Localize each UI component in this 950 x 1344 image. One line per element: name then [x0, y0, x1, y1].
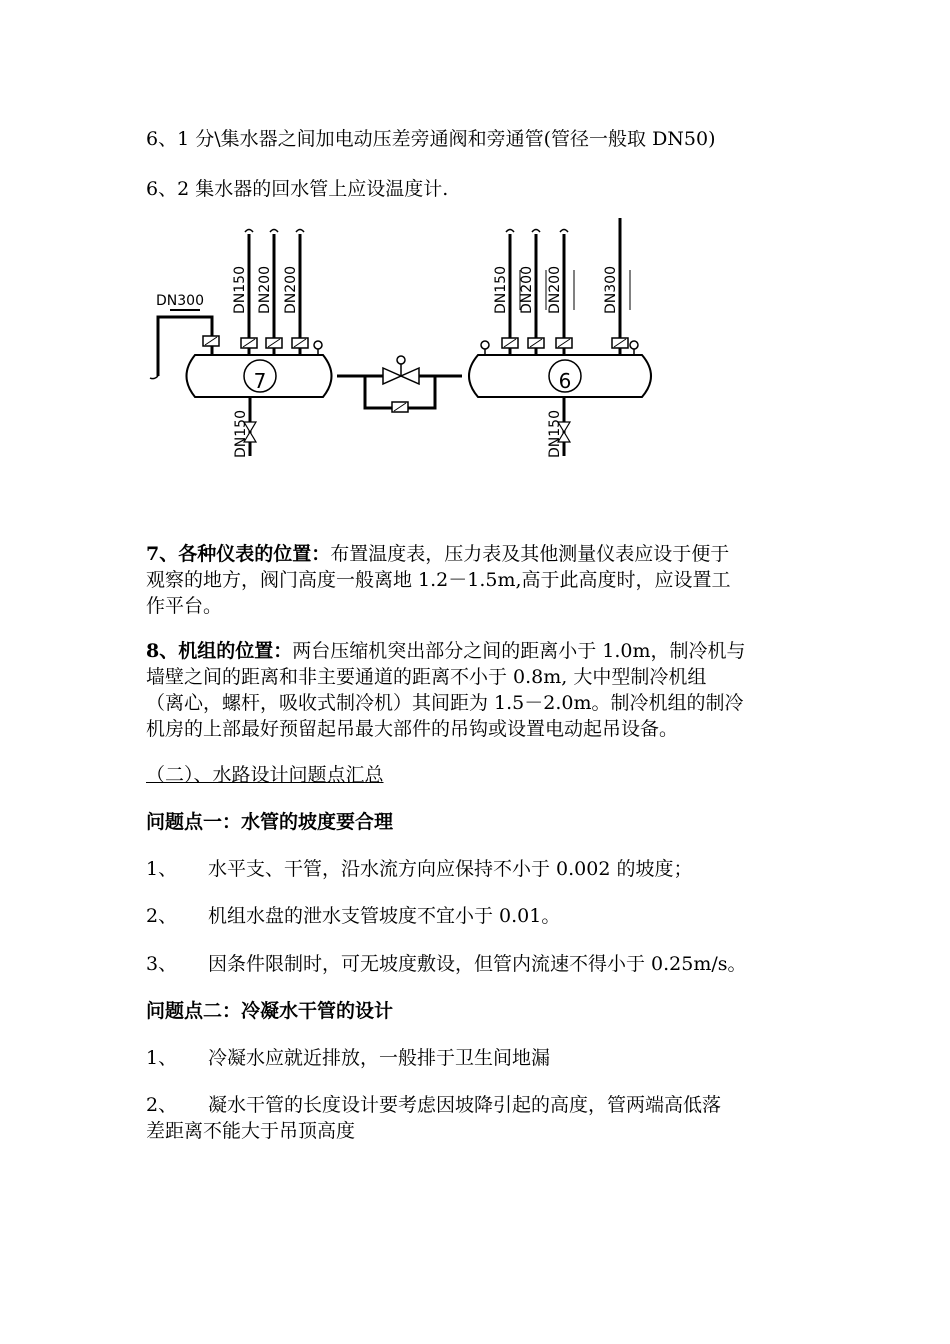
- label-dn200-b-left: DN200: [283, 266, 299, 314]
- water-collector-diagram: [140, 210, 680, 470]
- left-vessel-number: 7: [253, 369, 267, 393]
- section-7-line: 作平台。: [146, 595, 223, 617]
- section-8-line: 两台压缩机突出部分之间的距离小于 1.0m，制冷机与: [292, 640, 746, 662]
- section-7: [146, 541, 816, 619]
- section-7-line: 布置温度表，压力表及其他测量仪表应设于便于: [330, 543, 730, 565]
- section-8-title: 8、机组的位置：: [146, 640, 293, 662]
- text-line-6-2: 6、2 集水器的回水管上应设温度计.: [146, 178, 449, 200]
- label-dn150-bottom-left: DN150: [233, 410, 249, 458]
- problem-1-item: 1、 水平支、干管，沿水流方向应保持不小于 0.002 的坡度；: [146, 858, 693, 880]
- label-dn200-b-right: DN200: [547, 266, 563, 314]
- label-dn300-right: DN300: [603, 266, 619, 314]
- section-8: [146, 638, 816, 742]
- problem-1-item: 2、 机组水盘的泄水支管坡度不宜小于 0.01。: [146, 905, 561, 927]
- right-vessel-number: 6: [558, 369, 572, 393]
- label-dn200-a-left: DN200: [257, 266, 273, 314]
- label-dn150-top-right: DN150: [493, 266, 509, 314]
- section-8-line: 机房的上部最好预留起吊最大部件的吊钩或设置电动起吊设备。: [146, 718, 679, 740]
- text-line-6-1: 6、1 分\集水器之间加电动压差旁通阀和旁通管(管径一般取 DN50): [146, 128, 716, 150]
- problem-1-title: 问题点一：水管的坡度要合理: [146, 811, 394, 833]
- label-dn300-left: DN300: [156, 293, 204, 309]
- label-dn150-bottom-right: DN150: [547, 410, 563, 458]
- label-dn150-top-left: DN150: [232, 266, 248, 314]
- section-7-title: 7、各种仪表的位置：: [146, 543, 331, 565]
- problem-2-item: 1、 冷凝水应就近排放，一般排于卫生间地漏: [146, 1047, 551, 1069]
- subsection-title: （二）、水路设计问题点汇总: [146, 764, 384, 786]
- label-dn200-a-right: DN200: [519, 266, 535, 314]
- problem-2-title: 问题点二：冷凝水干管的设计: [146, 1000, 394, 1022]
- problem-1-item: 3、 因条件限制时，可无坡度敷设，但管内流速不得小于 0.25m/s。: [146, 953, 747, 975]
- problem-2-item: 2、 凝水干管的长度设计要考虑因坡降引起的高度，管两端高低落 差距离不能大于吊顶高度: [146, 1094, 722, 1142]
- section-7-line: 观察的地方，阀门高度一般离地 1.2－1.5m,高于此高度时，应设置工: [146, 569, 731, 591]
- section-8-line: 墙壁之间的距离和非主要通道的距离不小于 0.8m, 大中型制冷机组: [146, 666, 707, 688]
- section-8-line: （离心，螺杆，吸收式制冷机）其间距为 1.5－2.0m。制冷机组的制冷: [146, 692, 744, 714]
